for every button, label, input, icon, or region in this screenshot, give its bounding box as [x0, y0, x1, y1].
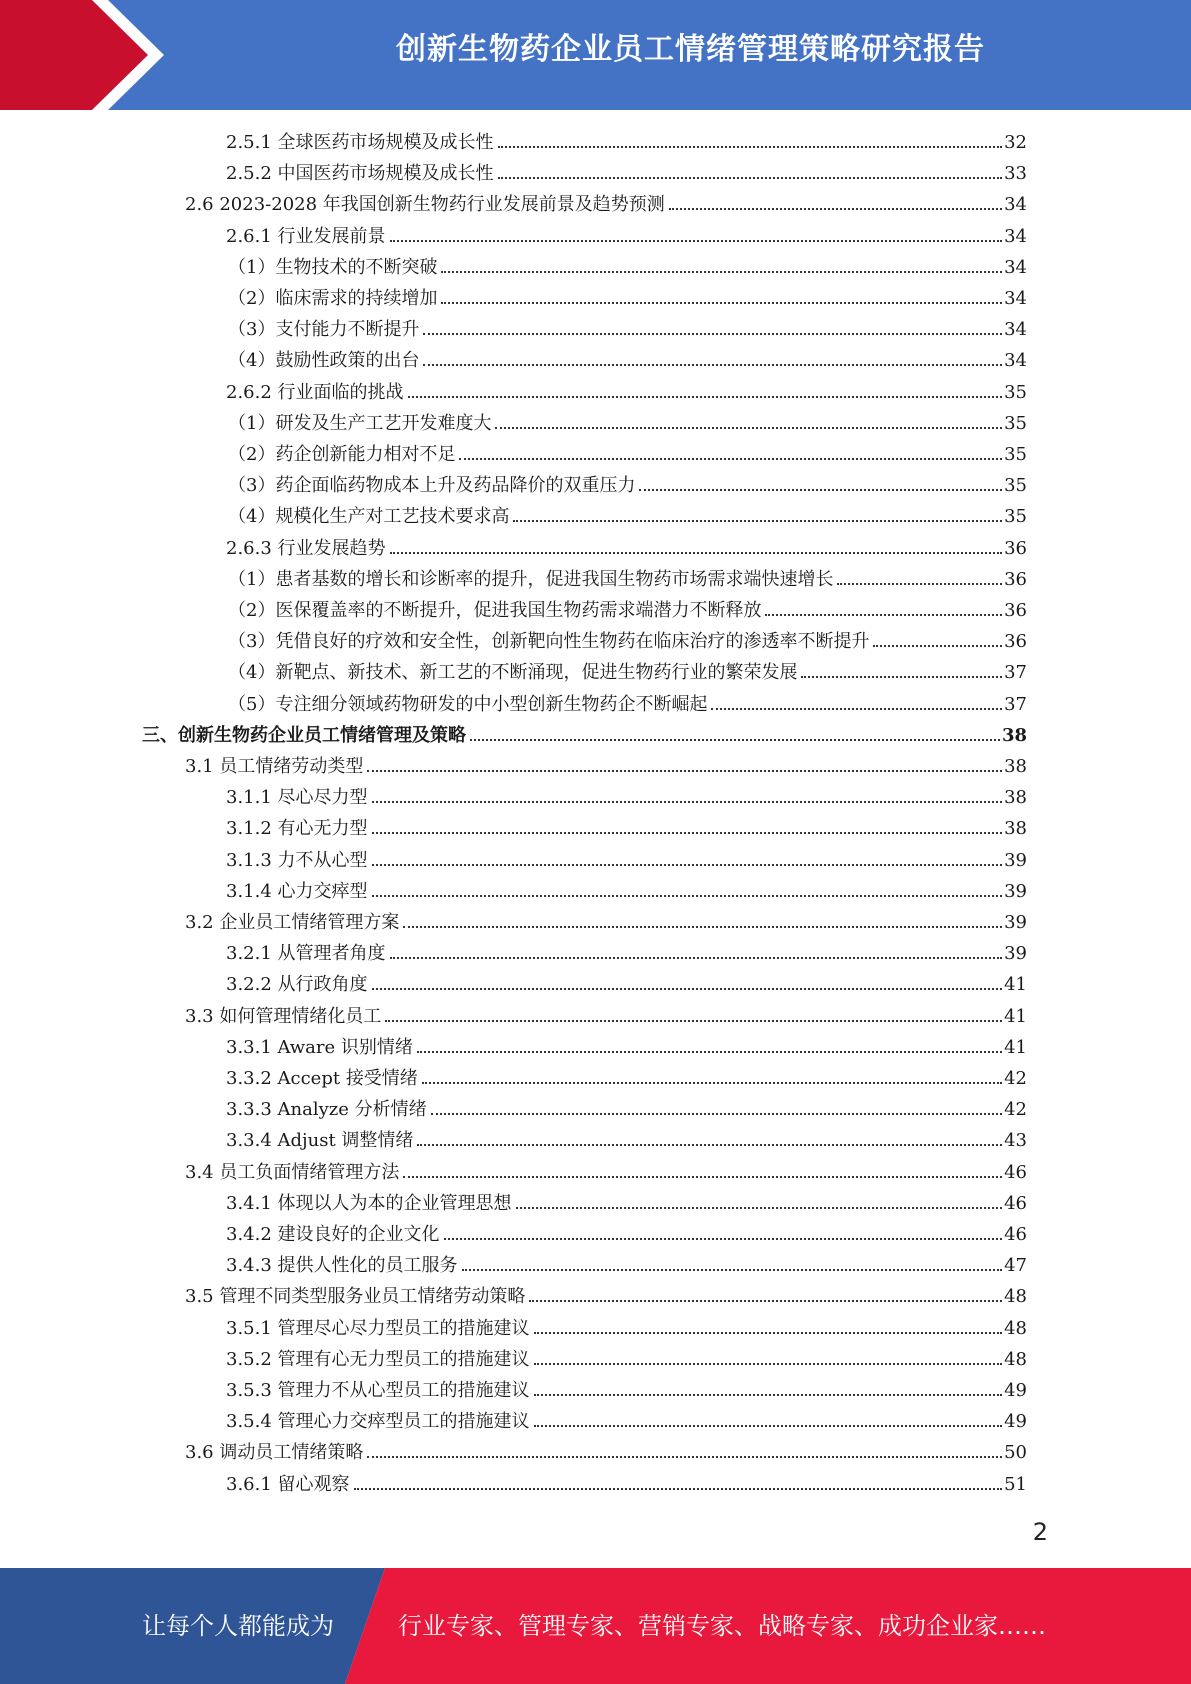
- toc-entry[interactable]: [226, 814, 1027, 845]
- toc-entry-page: 36: [1004, 600, 1027, 621]
- page-number: 2: [1032, 1518, 1048, 1546]
- toc-leader-dots: [498, 145, 1003, 148]
- toc-entry-page: 48: [1004, 1348, 1027, 1370]
- toc-entry-title: （4）规模化生产对工艺技术要求高: [228, 506, 510, 528]
- toc-entry-title: 3.2 企业员工情绪管理方案: [185, 912, 400, 933]
- toc-leader-dots: [534, 1331, 1003, 1334]
- toc-entry-title: （5）专注细分领域药物研发的中小型创新生物药企不断崛起: [228, 693, 708, 715]
- toc-entry[interactable]: [142, 721, 1027, 752]
- toc-leader-dots: [372, 894, 1003, 897]
- toc-leader-dots: [459, 457, 1002, 460]
- toc-entry[interactable]: [185, 1438, 1027, 1469]
- toc-leader-dots: [711, 707, 1002, 710]
- toc-leader-dots: [372, 987, 1003, 990]
- toc-entry[interactable]: [226, 846, 1027, 877]
- toc-entry-page: 38: [1004, 818, 1027, 840]
- toc-leader-dots: [422, 1081, 1002, 1084]
- toc-entry-page: 35: [1004, 381, 1027, 403]
- toc-entry-page: 37: [1004, 693, 1027, 715]
- toc-leader-dots: [372, 800, 1003, 803]
- toc-entry-title: （2）医保覆盖率的不断提升，促进我国生物药需求端潜力不断释放: [228, 600, 762, 621]
- toc-entry[interactable]: [226, 1189, 1027, 1220]
- toc-leader-dots: [372, 831, 1003, 834]
- toc-leader-dots: [417, 1143, 1002, 1146]
- toc-entry[interactable]: [226, 1251, 1027, 1282]
- toc-entry[interactable]: [226, 128, 1027, 159]
- toc-entry-title: 2.5.1 全球医药市场规模及成长性: [226, 132, 494, 153]
- toc-entry[interactable]: [226, 970, 1027, 1001]
- toc-entry[interactable]: [185, 908, 1027, 939]
- footer-slogan-right: 行业专家、管理专家、营销专家、战略专家、成功企业家……: [398, 1612, 1046, 1640]
- toc-leader-dots: [444, 1237, 1003, 1240]
- toc-entry[interactable]: [185, 1282, 1027, 1313]
- toc-leader-dots: [516, 1206, 1003, 1209]
- toc-leader-dots: [390, 239, 1003, 242]
- toc-entry-page: 33: [1004, 163, 1027, 185]
- toc-entry-page: 34: [1004, 350, 1027, 372]
- toc-entry-title: 2.6 2023-2028 年我国创新生物药行业发展前景及趋势预测: [185, 194, 665, 216]
- toc-entry-page: 34: [1004, 288, 1027, 309]
- toc-entry[interactable]: [226, 159, 1027, 190]
- toc-entry-page: 42: [1004, 1099, 1027, 1121]
- toc-leader-dots: [385, 1019, 1002, 1022]
- toc-leader-dots: [390, 551, 1003, 554]
- toc-leader-dots: [534, 1393, 1003, 1396]
- toc-entry-title: 3.1.3 力不从心型: [226, 849, 368, 871]
- toc-entry-page: 35: [1004, 506, 1027, 528]
- toc-entry-page: 36: [1004, 537, 1027, 559]
- toc-entry-page: 46: [1004, 1224, 1027, 1245]
- toc-entry-title: 3.4 员工负面情绪管理方法: [185, 1161, 400, 1183]
- toc-leader-dots: [372, 863, 1003, 866]
- toc-entry[interactable]: [226, 877, 1027, 908]
- toc-entry-page: 50: [1004, 1442, 1027, 1464]
- toc-leader-dots: [367, 1455, 1002, 1458]
- toc-entry-page: 39: [1004, 880, 1027, 902]
- toc-entry-page: 51: [1004, 1473, 1027, 1495]
- toc-entry-title: 3.1.4 心力交瘁型: [226, 880, 368, 902]
- toc-entry-title: 3.2.1 从管理者角度: [226, 943, 386, 965]
- toc-leader-dots: [534, 1424, 1003, 1427]
- toc-entry-title: 2.6.3 行业发展趋势: [226, 537, 386, 559]
- toc-leader-dots: [403, 1175, 1002, 1178]
- toc-entry-page: 34: [1004, 194, 1027, 216]
- toc-entry-title: 2.6.1 行业发展前景: [226, 225, 386, 247]
- toc-leader-dots: [639, 488, 1002, 491]
- toc-entry-page: 38: [1004, 756, 1027, 777]
- page-header: [0, 0, 1191, 110]
- toc-entry-title: 3.5 管理不同类型服务业员工情绪劳动策略: [185, 1286, 526, 1308]
- toc-entry-title: （1）研发及生产工艺开发难度大: [228, 412, 492, 434]
- toc-leader-dots: [431, 1112, 1002, 1115]
- toc-leader-dots: [669, 207, 1002, 210]
- toc-entry-page: 34: [1004, 319, 1027, 341]
- toc-entry-title: 2.6.2 行业面临的挑战: [226, 381, 404, 403]
- toc-entry[interactable]: [228, 346, 1027, 377]
- toc-entry[interactable]: [185, 752, 1027, 783]
- toc-entry[interactable]: [185, 1158, 1027, 1189]
- toc-entry-title: 3.1.1 尽心尽力型: [226, 787, 368, 809]
- toc-leader-dots: [801, 675, 1002, 678]
- toc-entry[interactable]: [226, 783, 1027, 814]
- toc-entry-title: 3.1 员工情绪劳动类型: [185, 756, 364, 777]
- report-title: 创新生物药企业员工情绪管理策略研究报告: [396, 32, 985, 67]
- toc-entry[interactable]: [226, 939, 1027, 970]
- toc-entry[interactable]: [185, 190, 1027, 221]
- toc-entry[interactable]: [226, 534, 1027, 565]
- toc-entry-page: 49: [1004, 1411, 1027, 1433]
- page-footer: [0, 1568, 1191, 1684]
- toc-entry[interactable]: [228, 315, 1027, 346]
- toc-entry-page: 42: [1004, 1068, 1027, 1089]
- toc-leader-dots: [408, 395, 1003, 398]
- toc-entry-page: 36: [1004, 568, 1027, 590]
- toc-entry-page: 41: [1004, 1036, 1027, 1058]
- toc-entry-title: 3.4.2 建设良好的企业文化: [226, 1224, 440, 1245]
- toc-leader-dots: [837, 582, 1002, 585]
- toc-entry[interactable]: [226, 1126, 1027, 1157]
- toc-entry-title: 3.4.1 体现以人为本的企业管理思想: [226, 1192, 512, 1214]
- toc-entry-page: 34: [1004, 225, 1027, 247]
- toc-entry-title: （1）患者基数的增长和诊断率的提升，促进我国生物药市场需求端快速增长: [228, 568, 834, 590]
- toc-leader-dots: [529, 1299, 1002, 1302]
- toc-entry-title: （4）新靶点、新技术、新工艺的不断涌现，促进生物药行业的繁荣发展: [228, 662, 798, 684]
- toc-entry-title: （2）药企创新能力相对不足: [228, 444, 456, 465]
- toc-entry-title: 3.5.2 管理有心无力型员工的措施建议: [226, 1348, 530, 1370]
- toc-entry-page: 41: [1004, 1005, 1027, 1027]
- toc-entry-page: 48: [1004, 1286, 1027, 1308]
- toc-entry-title: 3.5.3 管理力不从心型员工的措施建议: [226, 1380, 530, 1401]
- toc-entry-page: 38: [1004, 787, 1027, 809]
- toc-entry[interactable]: [228, 253, 1027, 284]
- toc-entry-page: 32: [1004, 132, 1027, 153]
- toc-entry-title: （2）临床需求的持续增加: [228, 288, 438, 309]
- toc-leader-dots: [765, 613, 1002, 616]
- toc-entry[interactable]: [228, 658, 1027, 689]
- toc-leader-dots: [417, 1050, 1002, 1053]
- toc-entry-page: 41: [1004, 974, 1027, 996]
- toc-entry[interactable]: [226, 1376, 1027, 1407]
- toc-entry-title: 三、创新生物药企业员工情绪管理及策略: [142, 724, 466, 746]
- toc-entry-page: 35: [1004, 412, 1027, 434]
- toc-leader-dots: [367, 769, 1002, 772]
- toc-entry[interactable]: [228, 627, 1027, 658]
- toc-entry[interactable]: [226, 378, 1027, 409]
- toc-entry-title: 3.2.2 从行政角度: [226, 974, 368, 996]
- toc-entry[interactable]: [228, 690, 1027, 721]
- toc-entry-page: 38: [1001, 724, 1027, 746]
- toc-leader-dots: [441, 270, 1002, 273]
- toc-leader-dots: [462, 1268, 1003, 1271]
- toc-entry[interactable]: [228, 502, 1027, 533]
- toc-leader-dots: [495, 426, 1002, 429]
- toc-leader-dots: [403, 925, 1002, 928]
- toc-entry-title: 3.3.4 Adjust 调整情绪: [226, 1130, 414, 1152]
- toc-entry-title: 3.3.2 Accept 接受情绪: [226, 1068, 418, 1089]
- toc-entry-page: 46: [1004, 1192, 1027, 1214]
- toc-leader-dots: [498, 176, 1003, 179]
- toc-entry[interactable]: [226, 1345, 1027, 1376]
- toc-entry[interactable]: [226, 1470, 1027, 1501]
- toc-leader-dots: [470, 738, 1000, 741]
- toc-entry-title: 3.3 如何管理情绪化员工: [185, 1005, 382, 1027]
- toc-entry-page: 39: [1004, 912, 1027, 933]
- toc-entry-title: 3.6.1 留心观察: [226, 1473, 350, 1495]
- toc-entry-title: 3.5.1 管理尽心尽力型员工的措施建议: [226, 1317, 530, 1339]
- toc-entry-page: 36: [1004, 631, 1027, 653]
- toc-entry[interactable]: [228, 440, 1027, 471]
- toc-entry-page: 48: [1004, 1317, 1027, 1339]
- toc-entry-title: （3）支付能力不断提升: [228, 319, 420, 341]
- toc-leader-dots: [441, 301, 1002, 304]
- toc-entry[interactable]: [228, 596, 1027, 627]
- toc-leader-dots: [534, 1362, 1003, 1365]
- toc-entry-title: （3）凭借良好的疗效和安全性，创新靶向性生物药在临床治疗的渗透率不断提升: [228, 631, 870, 653]
- toc-entry[interactable]: [228, 409, 1027, 440]
- toc-entry[interactable]: [185, 1002, 1027, 1033]
- toc-entry-page: 47: [1004, 1255, 1027, 1277]
- toc-entry[interactable]: [228, 284, 1027, 315]
- toc-entry-title: 2.5.2 中国医药市场规模及成长性: [226, 163, 494, 185]
- toc-leader-dots: [423, 332, 1002, 335]
- toc-entry[interactable]: [226, 1033, 1027, 1064]
- toc-entry[interactable]: [226, 222, 1027, 253]
- toc-entry-title: 3.6 调动员工情绪策略: [185, 1442, 364, 1464]
- toc-entry-page: 35: [1004, 475, 1027, 497]
- toc-entry-page: 39: [1004, 849, 1027, 871]
- toc-entry[interactable]: [228, 565, 1027, 596]
- toc-leader-dots: [354, 1487, 1003, 1490]
- toc-leader-dots: [390, 956, 1003, 959]
- toc-entry-page: 37: [1004, 662, 1027, 684]
- toc-entry-title: 3.1.2 有心无力型: [226, 818, 368, 840]
- toc-leader-dots: [513, 519, 1002, 522]
- toc-entry-title: （3）药企面临药物成本上升及药品降价的双重压力: [228, 475, 636, 497]
- toc-entry-title: 3.3.1 Aware 识别情绪: [226, 1036, 413, 1058]
- toc-entry[interactable]: [226, 1407, 1027, 1438]
- toc-leader-dots: [873, 644, 1002, 647]
- toc-entry[interactable]: [228, 471, 1027, 502]
- toc-entry-page: 49: [1004, 1380, 1027, 1401]
- toc-entry[interactable]: [226, 1095, 1027, 1126]
- toc-entry[interactable]: [226, 1220, 1027, 1251]
- toc-entry-title: 3.5.4 管理心力交瘁型员工的措施建议: [226, 1411, 530, 1433]
- toc-entry-page: 34: [1004, 256, 1027, 278]
- toc-entry-page: 43: [1004, 1130, 1027, 1152]
- toc-leader-dots: [423, 363, 1002, 366]
- footer-slogan-left: 让每个人都能成为: [142, 1612, 334, 1640]
- toc-entry-page: 35: [1004, 444, 1027, 465]
- toc-entry[interactable]: [226, 1064, 1027, 1095]
- toc-entry-page: 46: [1004, 1161, 1027, 1183]
- toc-entry-title: 3.4.3 提供人性化的员工服务: [226, 1255, 458, 1277]
- toc-entry-title: （4）鼓励性政策的出台: [228, 350, 420, 372]
- toc-entry-title: （1）生物技术的不断突破: [228, 256, 438, 278]
- toc-entry-title: 3.3.3 Analyze 分析情绪: [226, 1099, 427, 1121]
- toc-entry[interactable]: [226, 1314, 1027, 1345]
- toc-entry-page: 39: [1004, 943, 1027, 965]
